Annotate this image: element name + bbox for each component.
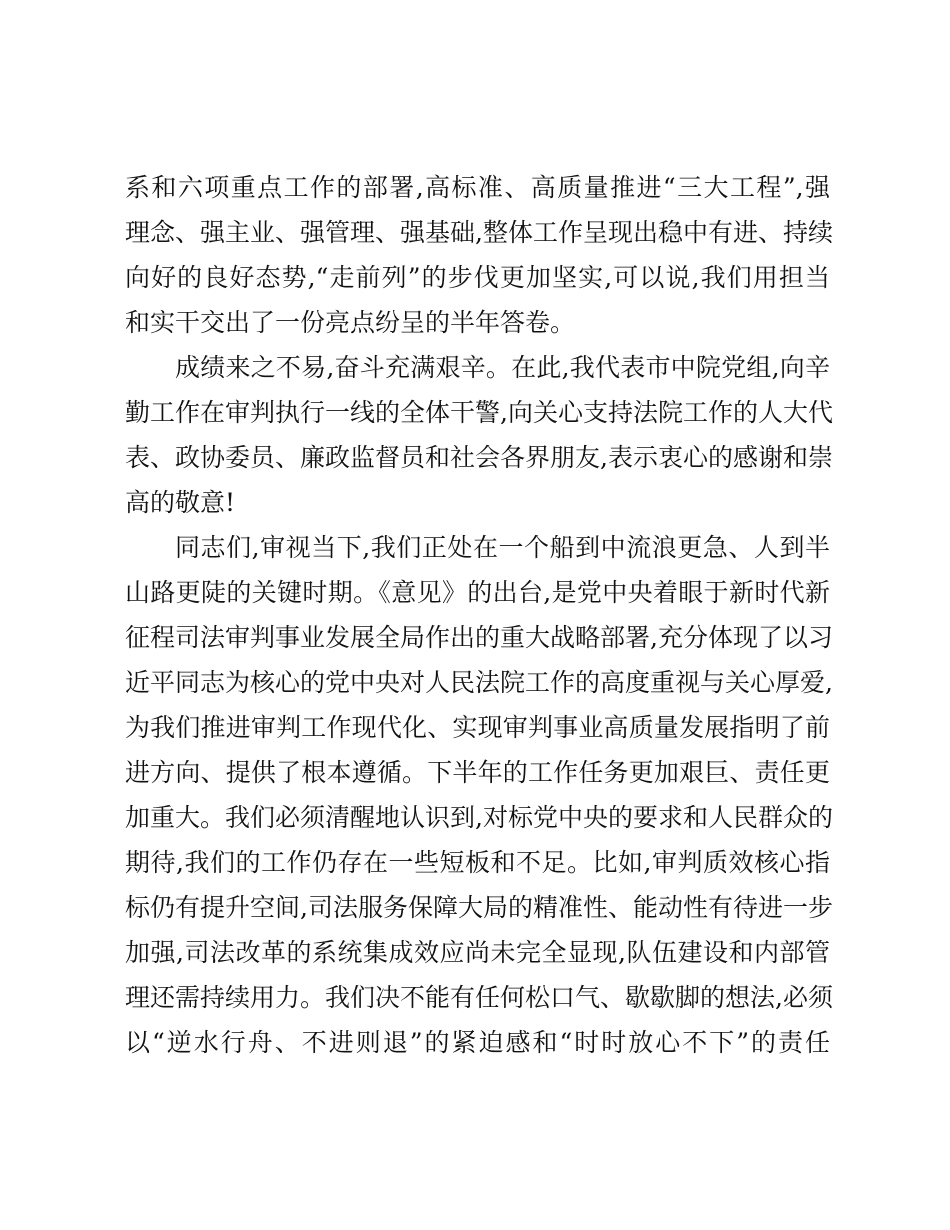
text-line: 和实干交出了一份亮点纷呈的半年答卷。 [125, 308, 576, 337]
text-line: 期待,我们的工作仍存在一些短板和不足。比如,审判质效核心指 [125, 848, 830, 877]
text-line: 系和六项重点工作的部署,高标准、高质量推进“三大工程”,强 [125, 173, 830, 202]
text-line: 近平同志为核心的党中央对人民法院工作的高度重视与关心厚爱, [125, 668, 833, 697]
text-line: 加强,司法改革的系统集成效应尚未完全显现,队伍建设和内部管 [125, 938, 830, 967]
text-line: 表、政协委员、廉政监督员和社会各界朋友,表示衷心的感谢和崇 [125, 443, 833, 472]
text-line: 进方向、提供了根本遵循。下半年的工作任务更加艰巨、责任更 [125, 758, 830, 787]
text-line: 以“逆水行舟、不进则退”的紧迫感和“时时放心不下”的责任 [125, 1028, 830, 1057]
text-line: 山路更陡的关键时期。《意见》的出台,是党中央着眼于新时代新 [125, 578, 830, 607]
text-line: 同志们,审视当下,我们正处在一个船到中流浪更急、人到半 [175, 533, 830, 562]
text-line: 高的敬意! [125, 488, 236, 517]
text-line: 向好的良好态势,“走前列”的步伐更加坚实,可以说,我们用担当 [125, 263, 830, 292]
text-line: 理念、强主业、强管理、强基础,整体工作呈现出稳中有进、持续 [125, 218, 833, 247]
text-line: 征程司法审判事业发展全局作出的重大战略部署,充分体现了以习 [125, 623, 833, 652]
text-line: 理还需持续用力。我们决不能有任何松口气、歇歇脚的想法,必须 [125, 983, 833, 1012]
text-line: 成绩来之不易,奋斗充满艰辛。在此,我代表市中院党组,向辛 [175, 353, 830, 382]
text-line: 勤工作在审判执行一线的全体干警,向关心支持法院工作的人大代 [125, 398, 833, 427]
text-line: 为我们推进审判工作现代化、实现审判事业高质量发展指明了前 [125, 713, 830, 742]
text-line: 标仍有提升空间,司法服务保障大局的精准性、能动性有待进一步 [125, 893, 833, 922]
text-line: 加重大。我们必须清醒地认识到,对标党中央的要求和人民群众的 [125, 803, 833, 832]
